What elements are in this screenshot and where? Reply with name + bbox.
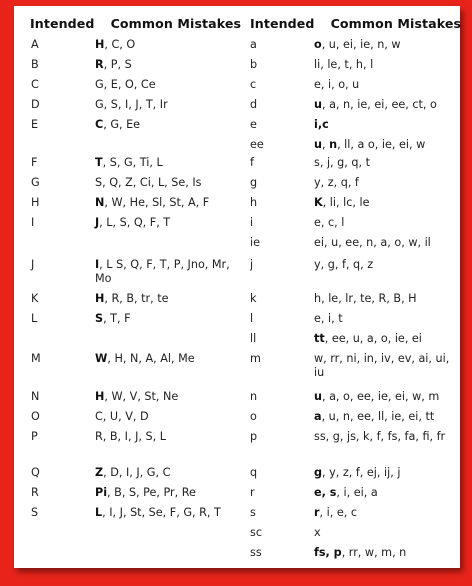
right-row-mistakes: tt, ee, u, a, o, ie, ei [314,332,422,345]
right-row-letter: ll [250,332,257,345]
left-row-mistakes: W, H, N, A, Al, Me [95,352,195,365]
right-row-letter: s [250,506,256,519]
right-row-mistakes: ei, u, ee, n, a, o, w, il [314,236,431,249]
right-row-letter: ee [250,138,264,151]
right-row-letter: l [250,312,254,325]
right-row-mistakes: i,c [314,118,329,131]
right-row-letter: e [250,118,257,131]
left-row-mistakes: Z, D, I, J, G, C [95,466,171,479]
left-row-mistakes: J, L, S, Q, F, T [95,216,171,229]
right-row-letter: c [250,78,257,91]
left-row-letter: O [31,410,40,423]
right-row-mistakes: e, i, o, u [314,78,360,91]
left-row-mistakes: H, C, O [95,38,136,51]
right-row-mistakes: u, a, o, ee, ie, ei, w, m [314,390,440,403]
right-row-mistakes: g, y, z, f, ej, ij, j [314,466,401,479]
left-row-letter: P [31,430,38,443]
left-row-mistakes: H, W, V, St, Ne [95,390,179,403]
left-row-mistakes: R, B, I, J, S, L [95,430,166,443]
right-row-letter: o [250,410,257,423]
right-row-mistakes: K, li, lc, le [314,196,370,209]
right-row-letter: n [250,390,258,403]
left-row-mistakes: L, I, J, St, Se, F, G, R, T [95,506,221,519]
left-row-letter: J [31,258,35,271]
right-header-mistakes: Common Mistakes [330,16,462,31]
right-row-mistakes: a, u, n, ee, ll, ie, ei, tt [314,410,435,423]
right-row-mistakes: r, i, e, c [314,506,358,519]
right-header-intended: Intended [250,16,315,31]
left-row-mistakes: S, Q, Z, Ci, L, Se, Is [95,176,202,189]
right-row-letter: d [250,98,258,111]
left-row-letter: I [31,216,35,229]
left-row-letter: R [31,486,39,499]
right-row-mistakes: e, i, t [314,312,343,325]
left-row-mistakes: R, P, S [95,58,132,71]
right-row-letter: p [250,430,258,443]
right-row-mistakes: u, a, n, ie, ei, ee, ct, o [314,98,437,111]
right-row-mistakes: u, n, ll, a o, ie, ei, w [314,138,426,151]
right-row-letter: k [250,292,257,305]
mistakes-table [14,6,460,568]
right-row-letter: j [250,258,254,271]
left-row-mistakes: G, S, I, J, T, Ir [95,98,168,111]
right-row-mistakes: e, s, i, ei, a [314,486,378,499]
left-row-letter: G [31,176,40,189]
left-row-letter: H [31,196,40,209]
left-row-letter: B [31,58,39,71]
left-row-letter: E [31,118,39,131]
right-row-letter: m [250,352,261,365]
right-row-letter: sc [250,526,262,539]
right-row-mistakes: y, z, q, f [314,176,359,189]
right-row-mistakes: fs, p, rr, w, m, n [314,546,407,559]
left-header-mistakes: Common Mistakes [110,16,242,31]
right-row-letter: a [250,38,257,51]
right-row-letter: h [250,196,258,209]
left-row-mistakes: C, U, V, D [95,410,149,423]
right-row-letter: ss [250,546,262,559]
right-header [250,16,461,31]
left-row-letter: F [31,156,38,169]
left-row-mistakes: T, S, G, Ti, L [95,156,163,169]
left-row-letter: M [31,352,41,365]
left-row-letter: L [31,312,38,325]
right-row-letter: b [250,58,258,71]
left-row-mistakes: I, L S, Q, F, T, P, Jno, Mr, Mo [95,258,230,285]
left-header-intended: Intended [30,16,95,31]
right-row-mistakes: y, g, f, q, z [314,258,374,271]
left-row-letter: A [31,38,39,51]
right-row-mistakes: w, rr, ni, in, iv, ev, ai, ui, iu [314,352,450,379]
right-row-mistakes: h, le, lr, te, R, B, H [314,292,417,305]
right-row-mistakes: ss, g, js, k, f, fs, fa, fi, fr [314,430,446,443]
right-row-letter: ie [250,236,260,249]
left-row-mistakes: Pi, B, S, Pe, Pr, Re [95,486,196,499]
left-row-mistakes: H, R, B, tr, te [95,292,169,305]
right-row-letter: g [250,176,258,189]
left-row-letter: K [31,292,39,305]
left-row-letter: N [31,390,40,403]
right-row-mistakes: e, c, l [314,216,345,229]
right-row-mistakes: li, le, t, h, l [314,58,374,71]
left-row-mistakes: S, T, F [95,312,131,325]
right-row-mistakes: o, u, ei, ie, n, w [314,38,401,51]
left-row-letter: S [31,506,39,519]
right-row-letter: q [250,466,258,479]
left-row-letter: Q [31,466,40,479]
left-row-mistakes: G, E, O, Ce [95,78,156,91]
left-row-letter: D [31,98,40,111]
left-row-mistakes: C, G, Ee [95,118,141,131]
right-row-mistakes: x [314,526,321,539]
right-row-letter: i [250,216,254,229]
left-row-letter: C [31,78,39,91]
right-row-letter: r [250,486,255,499]
right-row-mistakes: s, j, g, q, t [314,156,370,169]
right-row-letter: f [250,156,254,169]
left-row-mistakes: N, W, He, Sl, St, A, F [95,196,210,209]
left-header [30,16,241,31]
